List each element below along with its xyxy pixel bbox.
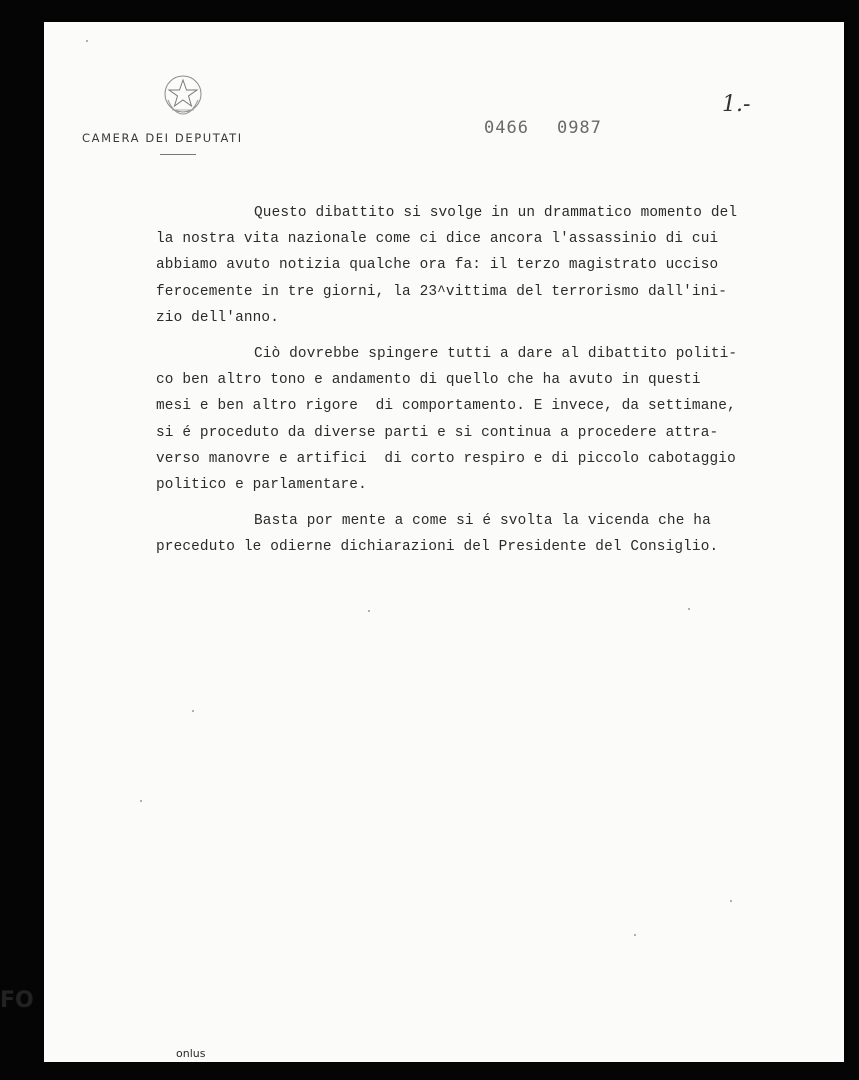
- scan-speck: [634, 934, 636, 936]
- text-line: la nostra vita nazionale come ci dice ancora l'assassinio di cui: [156, 231, 719, 248]
- text-line: verso manovre e artifici di corto respiro e di piccolo cabotaggio: [156, 450, 736, 467]
- institution-underline: [160, 154, 196, 155]
- text-line: ferocemente in tre giorni, la 23^vittima del terrorismo dall'ini-: [156, 283, 728, 300]
- text-line: co ben altro tono e andamento di quello che ha avuto in questi: [156, 372, 701, 389]
- republic-emblem-icon: [160, 70, 206, 120]
- document-number-part-a: 0466: [484, 118, 529, 138]
- text-line: abbiamo avuto notizia qualche ora fa: il terzo magistrato ucciso: [156, 257, 719, 274]
- watermark-logo: FO: [0, 988, 34, 1013]
- text-line: si é proceduto da diverse parti e si continua a procedere attra-: [156, 424, 719, 441]
- paragraph-3: [156, 508, 796, 560]
- text-line: Ciò dovrebbe spingere tutti a dare al dibattito politi-: [254, 346, 738, 363]
- scan-speck: [140, 800, 142, 802]
- document-number-part-b: 0987: [556, 118, 602, 138]
- text-line: mesi e ben altro rigore di comportamento. E invece, da settimane,: [156, 398, 736, 415]
- text-line: politico e parlamentare.: [156, 477, 367, 494]
- scan-speck: [86, 40, 88, 42]
- speech-text: [156, 200, 796, 571]
- text-line: preceduto le odierne dichiarazioni del Presidente del Consiglio.: [156, 539, 719, 556]
- text-line: Questo dibattito si svolge in un drammatico momento del: [254, 205, 738, 221]
- scan-speck: [688, 608, 690, 610]
- document-page: [44, 22, 844, 1062]
- paragraph-1: [156, 200, 796, 331]
- page-number-handwritten: 1.-: [722, 92, 751, 117]
- scan-speck: [368, 610, 370, 612]
- document-number: [484, 118, 602, 138]
- paragraph-2: [156, 341, 796, 498]
- scan-speck: [730, 900, 732, 902]
- institution-label: CAMERA DEI DEPUTATI: [82, 131, 243, 145]
- watermark-subtitle: onlus: [176, 1047, 206, 1060]
- text-line: zio dell'anno.: [156, 309, 280, 326]
- scan-speck: [192, 710, 194, 712]
- text-line: Basta por mente a come si é svolta la vicenda che ha: [254, 513, 711, 530]
